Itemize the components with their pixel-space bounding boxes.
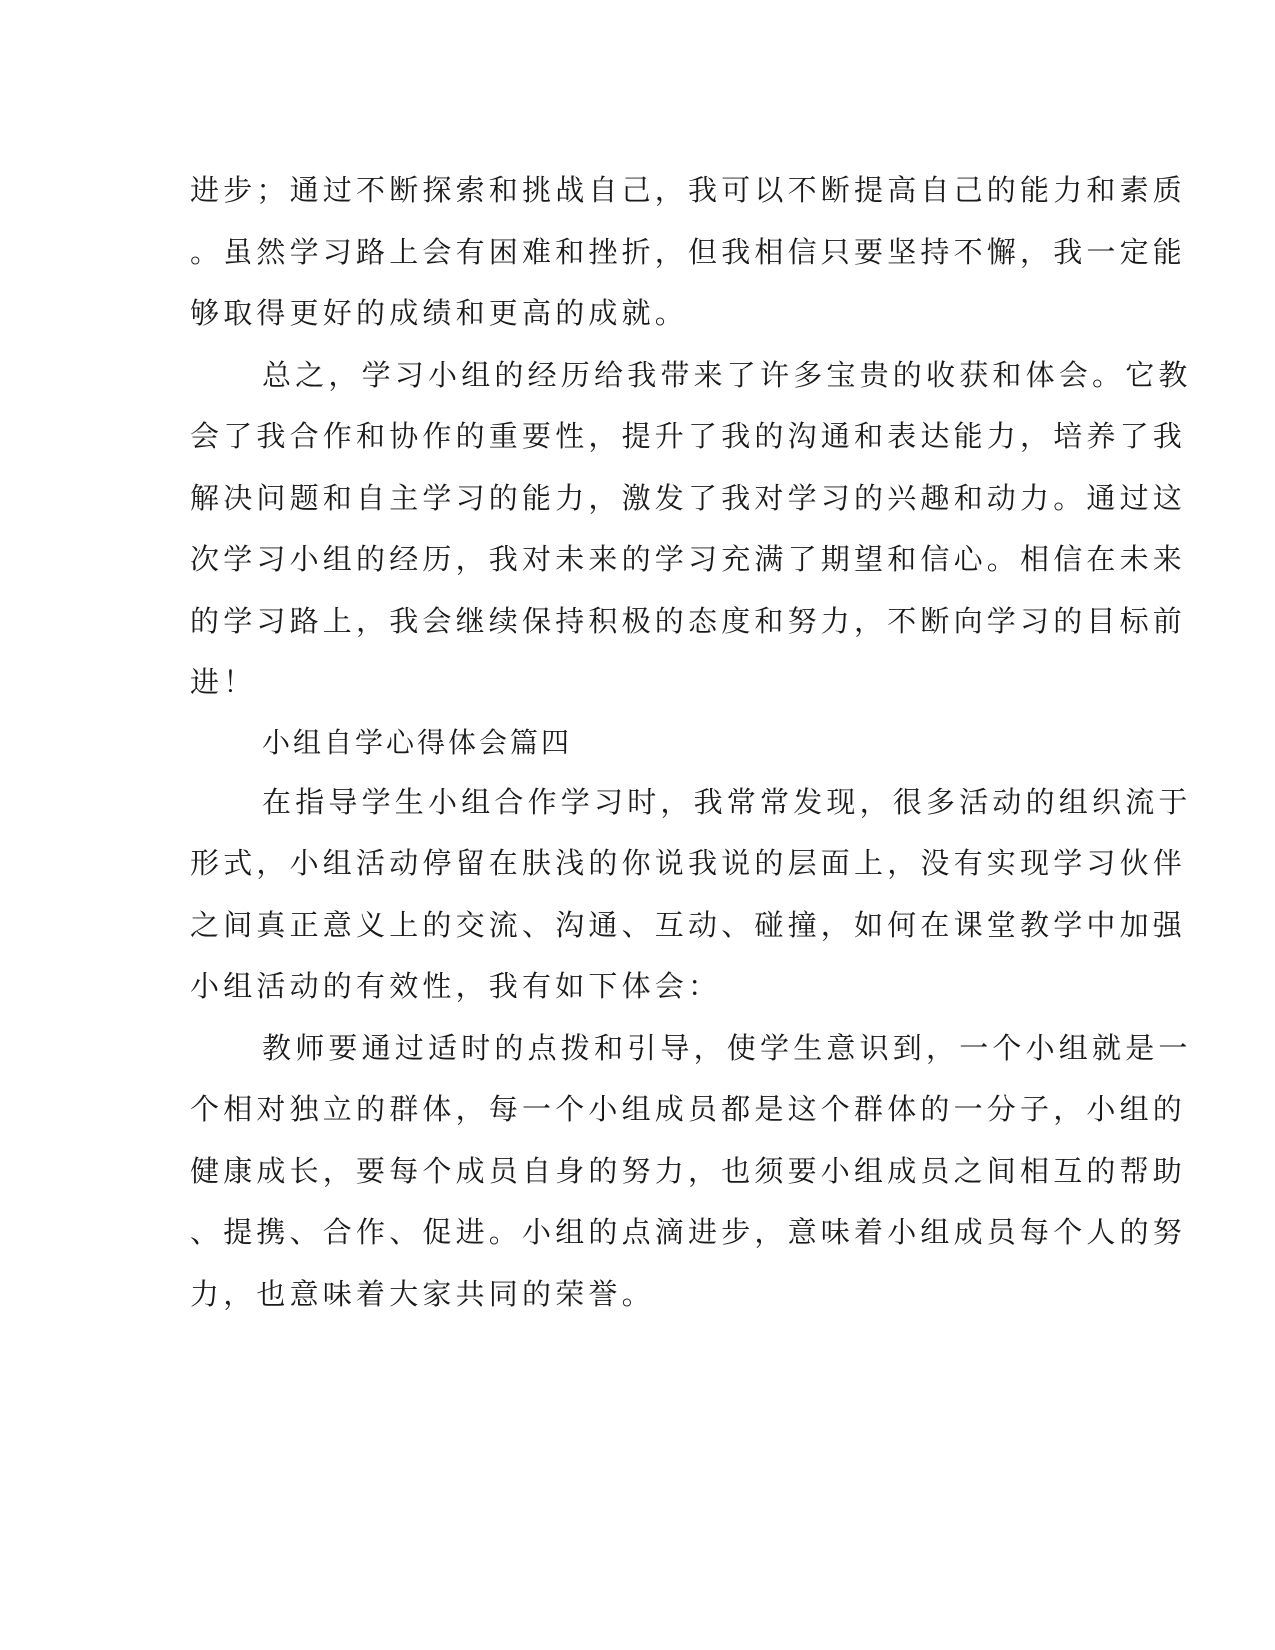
text-line: 总之，学习小组的经历给我带来了许多宝贵的收获和体会。它教 (262, 357, 1192, 392)
text-line: 进步；通过不断探索和挑战自己，我可以不断提高自己的能力和素质 (190, 173, 1187, 207)
text-line: 小组活动的有效性，我有如下体会： (190, 969, 722, 1003)
text-line: 的学习路上，我会继续保持积极的态度和努力，不断向学习的目标前 (190, 603, 1187, 638)
text-line: 在指导学生小组合作学习时，我常常发现，很多活动的组织流于 (262, 784, 1192, 819)
paragraph-observation (190, 772, 1192, 1018)
text-line: 教师要通过适时的点拨和引导，使学生意识到，一个小组就是一 (262, 1030, 1192, 1065)
text-line: 形式，小组活动停留在肤浅的你说我说的层面上，没有实现学习伙伴 (190, 846, 1187, 880)
text-line: 、提携、合作、促进。小组的点滴进步，意味着小组成员每个人的努 (190, 1215, 1187, 1249)
text-line: 个相对独立的群体，每一个小组成员都是这个群体的一分子，小组的 (190, 1092, 1187, 1126)
text-line: 会了我合作和协作的重要性，提升了我的沟通和表达能力，培养了我 (190, 419, 1187, 453)
section-heading: 小组自学心得体会篇四 (262, 725, 573, 759)
text-line: 之间真正意义上的交流、沟通、互动、碰撞，如何在课堂教学中加强 (190, 907, 1187, 942)
paragraph-summary (190, 345, 1192, 714)
text-line: 解决问题和自主学习的能力，激发了我对学习的兴趣和动力。通过这 (190, 480, 1187, 515)
text-line: 够取得更好的成绩和更高的成就。 (190, 296, 689, 330)
document-body (190, 160, 1192, 1325)
text-line: 进！ (190, 665, 257, 699)
text-line: 次学习小组的经历，我对未来的学习充满了期望和信心。相信在未来 (190, 542, 1187, 576)
paragraph-continuation (190, 160, 1187, 345)
text-line: 。虽然学习路上会有困难和挫折，但我相信只要坚持不懈，我一定能 (190, 234, 1187, 269)
text-line: 健康成长，要每个成员自身的努力，也须要小组成员之间相互的帮助 (190, 1153, 1187, 1188)
paragraph-teacher-guidance (190, 1018, 1192, 1326)
text-line: 力，也意味着大家共同的荣誉。 (190, 1276, 655, 1311)
